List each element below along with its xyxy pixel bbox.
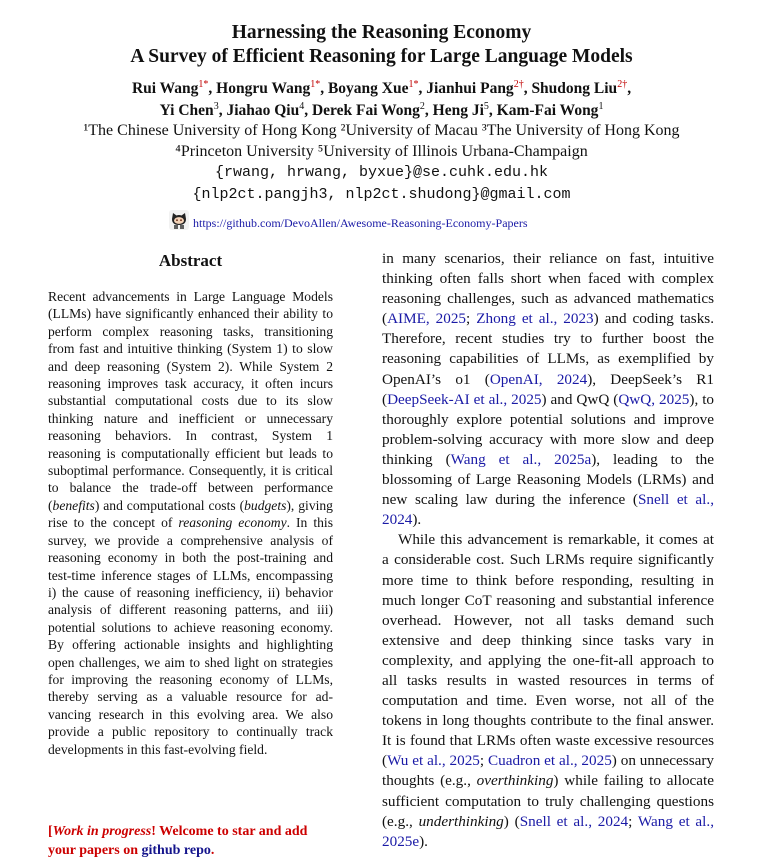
citation-link[interactable]: QwQ, 2025 [618,390,690,408]
author-marker: 2† [513,79,524,90]
author-list-line1: Rui Wang$^{1*}$, Hongru Wang$^{1*}$, Boyang Xue$^{1*}$, Jianhui Pang$^{2\dagger}$, Shudong Liu$^{2\dagger}$, [131,79,632,97]
author-marker: 1* [310,79,321,90]
paper-title-line2: A Survey of Efficient Reasoning for Large Language Models [130,46,633,67]
body-right-column [382,249,714,852]
author-name: Hongru Wang [216,80,311,97]
affiliations-line1: ¹The Chinese University of Hong Kong ²University of Macau ³The University of Hong Kong [83,122,680,139]
citation-link[interactable]: Wang et al., 2025e [382,812,714,850]
paper-title-line1: Harnessing the Reasoning Economy [231,22,532,43]
citation-link[interactable]: Zhong et al., 2023 [476,310,594,328]
github-repo-link[interactable]: github repo [141,843,211,858]
author-name: Kam-Fai Wong [496,102,599,119]
author-list-line2: Yi Chen$^3$, Jiahao Qiu$^4$, Derek Fai Wong$^2$, Heng Ji$^5$, Kam-Fai Wong$^1$ [159,101,604,119]
citation-link[interactable]: Cuadron et al., 2025 [487,752,612,770]
github-octocat-icon [168,209,190,231]
author-marker: 4 [299,101,305,112]
affiliations-line2: ⁴Princeton University ⁵University of Illinois Urbana-Champaign [175,143,588,160]
abstract-heading: Abstract [158,251,223,270]
author-name: Jiahao Qiu [226,102,300,119]
email-line2[interactable]: {nlp2ct.pangjh3, nlp2ct.shudong}@gmail.com [192,186,571,203]
author-name: Derek Fai Wong [311,102,420,119]
repo-link[interactable]: https://github.com/DevoAllen/Awesome-Reasoning-Economy-Papers [193,215,528,230]
author-name: Boyang Xue [327,80,409,97]
author-name: Heng Ji [432,102,484,119]
author-name: Shudong Liu [531,80,618,97]
author-marker: 1* [408,79,419,90]
author-marker: 5 [483,101,489,112]
email-line1[interactable]: {rwang, hrwang, byxue}@se.cuhk.edu.hk [214,164,549,181]
author-marker: 1 [598,101,604,112]
author-name: Jianhui Pang [426,80,514,97]
author-marker: 2† [617,79,628,90]
citation-link[interactable]: Wang et al., 2025a [450,450,592,468]
intro-paragraph-1: in many scenarios, their reliance on fast, intuitive thinking often falls short when faced with complex reasoning challenges, such as advanced mathematics (AIME, 2025; Zhong et al., 2023) and coding tasks. Therefore, recent studies try to further boost the reasoning capabilities of LLMs, as exemplified by OpenAI’s o1 (OpenAI, 2024), DeepSeek’s R1 (DeepSeek-AI et al., 2025) and QwQ (QwQ, 2025), to thoroughly explore potential solutions and improve problem-solving accuracy with more slow and deep thinking (Wang et al., 2025a), leading to the blossoming of Large Reasoning Models (LRMs) and new scaling law during the inference (Snell et al., 2024). [382,250,715,529]
citation-link[interactable]: Wu et al., 2025 [387,752,480,770]
intro-paragraph-2: While this advancement is remarkable, it comes at a considerable cost. Such LRMs require significantly more time to think before responding, resulting in much longer CoT reasoning and substantial inference overhead. However, not all tasks demand such extensive and deep thinking since tasks vary in complexity, and applying the one-fit-all approach to all tasks results in wasted resources in terms of computation and time. Even worse, not all of the tokens in long thoughts contribute to the final answer. It is found that LRMs often waste excessive resources (Wu et al., 2025; Cuadron et al., 2025) on unnecessary thoughts (e.g., overthinking) while failing to allocate sufficient computation to truly challenging questions (e.g., underthinking) (Snell et al., 2024; Wang et al., 2025e). [382,531,714,850]
author-marker: 2 [419,101,425,112]
citation-link[interactable]: OpenAI, 2024 [489,370,588,388]
citation-link[interactable]: Snell et al., 2024 [382,491,714,529]
author-name: Yi Chen [159,102,214,119]
citation-link[interactable]: DeepSeek-AI et al., 2025 [387,390,542,408]
work-in-progress-note: [Work in progress! Welcome to star and add your papers on github repo. [48,824,308,858]
abstract-body: Recent advancements in Large Language Models (LLMs) have significantly enhanced their ability to perform complex reasoning tasks, transitioning from fast and intuitive thinking (System 1) to slow and deep reasoning (System 2). While System 2 reasoning improves task accuracy, it often incurs substantial computational costs due to its slow thinking nature and inefficient or unnecessary reasoning behaviors. In contrast, System 1 reasoning is computationally efficient but leads to suboptimal performance. Consequently, it is critical to balance the trade-off between performance (benefits) and computational costs (budgets), giving rise to the concept of reasoning economy. In this survey, we provide a comprehensive analysis of reasoning economy in both the post-training and test-time inference stages of LLMs, encompassing i) the cause of reasoning inefficiency, ii) behavior analysis of different reasoning patterns, and iii) potential solutions to achieve reasoning economy. By offering actionable insights and highlighting open challenges, we aim to shed light on strategies for improving the reasoning economy of LLMs, thereby serving as a valuable resource for advancing research in this evolving area. We also provide a public repository to continually track developments in this fast-evolving field. [48,289,333,757]
repo-link-row [168,208,528,232]
citation-link[interactable]: Snell et al., 2024 [519,812,629,830]
citation-link[interactable]: AIME, 2025 [387,310,467,328]
author-marker: 1* [198,79,209,90]
author-name: Rui Wang [131,80,199,97]
author-marker: 3 [213,101,219,112]
